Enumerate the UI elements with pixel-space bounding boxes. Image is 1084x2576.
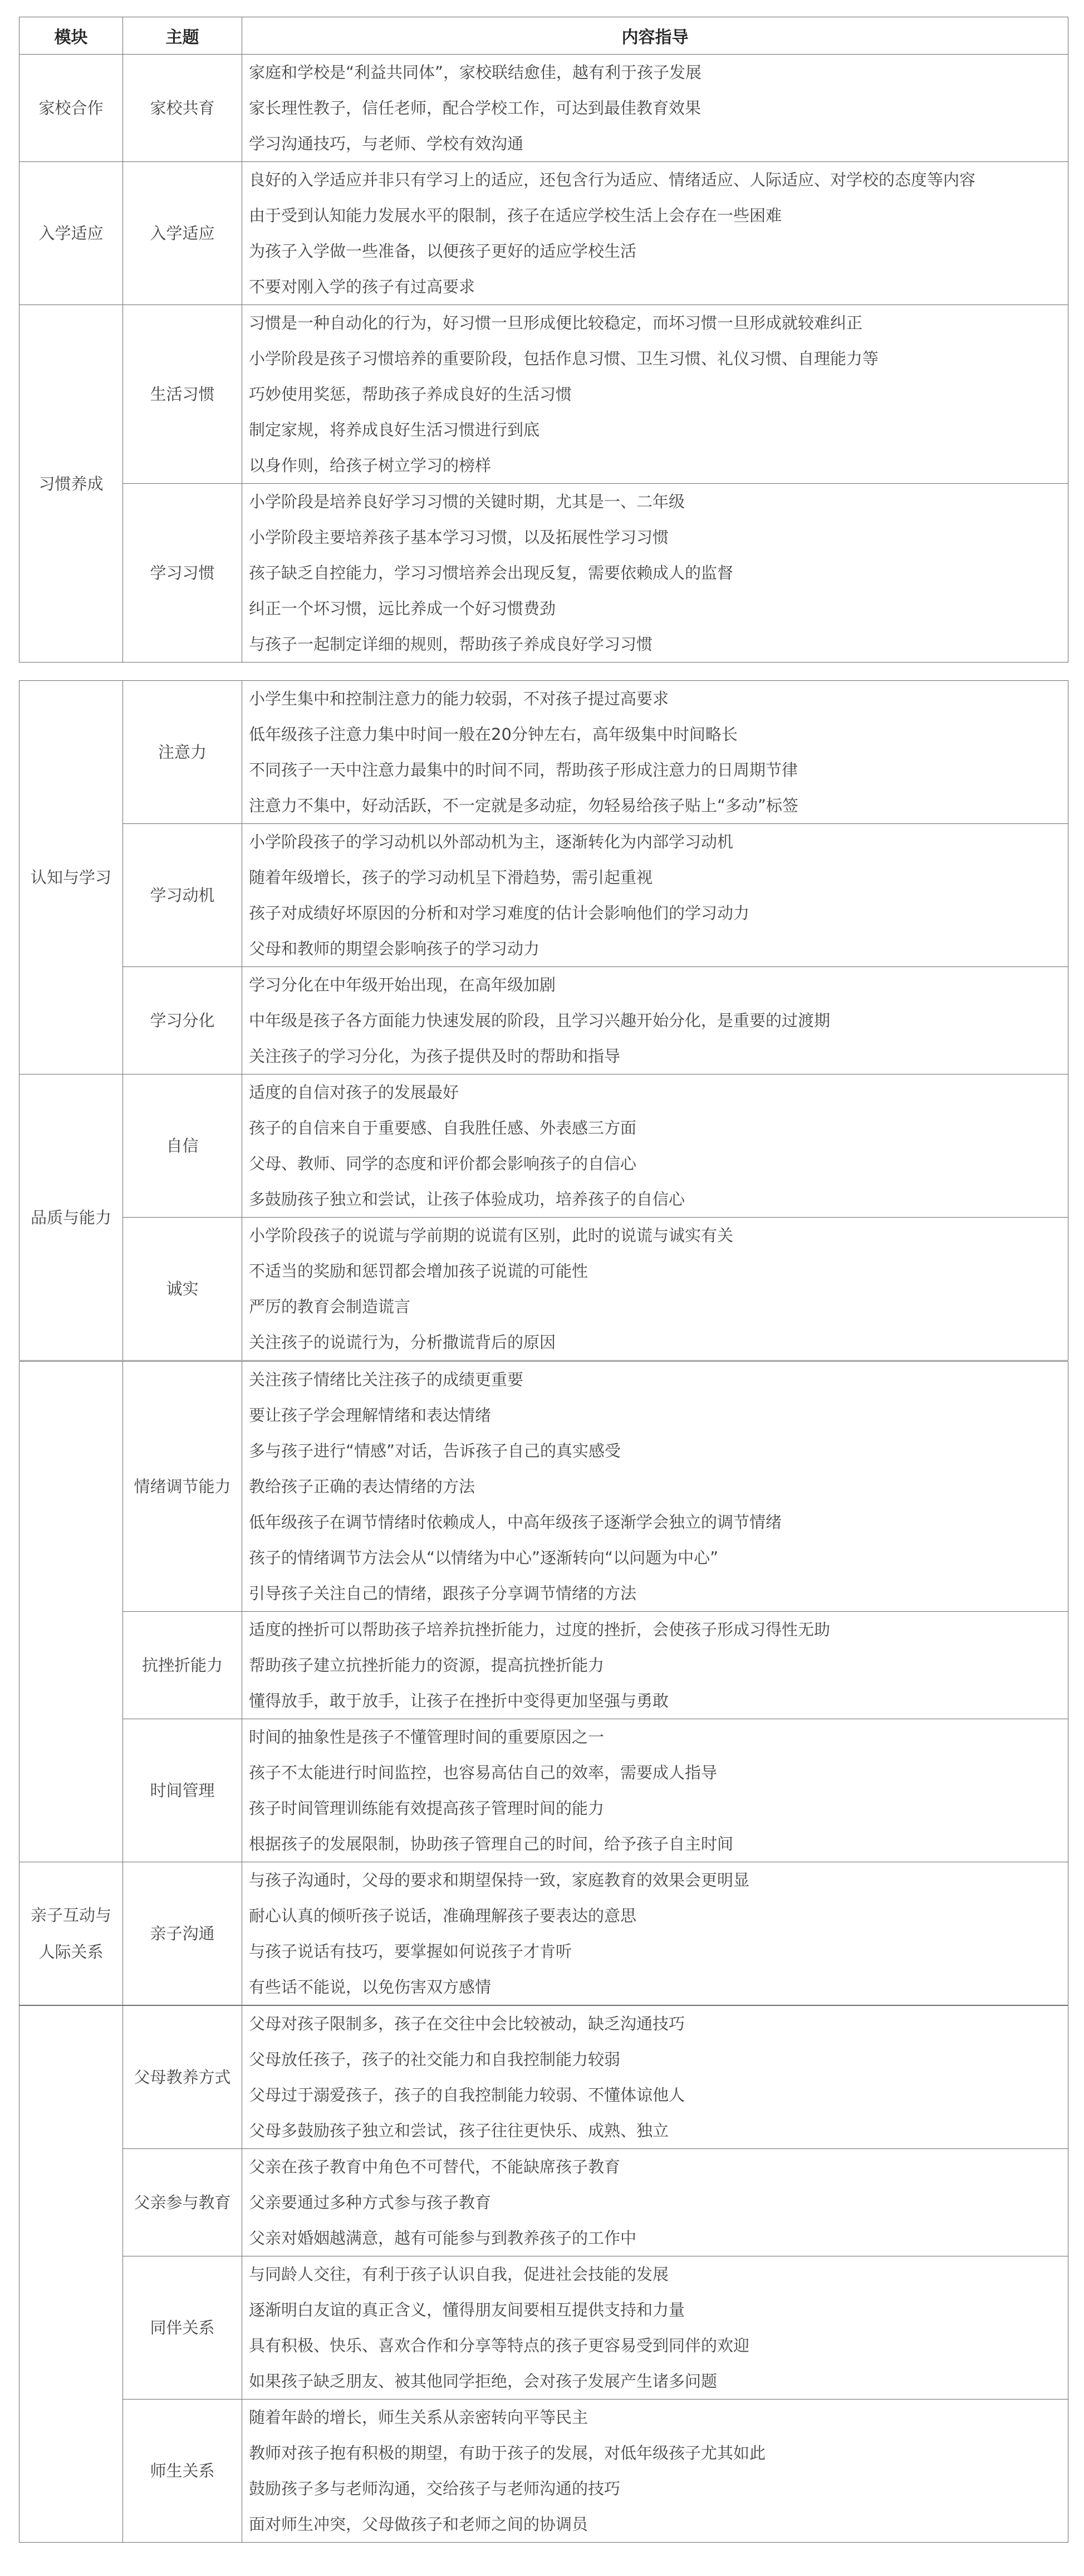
content-line: 学习分化在中年级开始出现，在高年级加剧 (249, 975, 556, 994)
table-row (19, 484, 1068, 663)
topic-label: 抗挫折能力 (141, 1656, 223, 1675)
content-line: 巧妙使用奖惩，帮助孩子养成良好的生活习惯 (249, 385, 572, 404)
content-line: 教给孩子正确的表达情绪的方法 (249, 1477, 475, 1496)
content-line: 耐心认真的倾听孩子说话，准确理解孩子要表达的意思 (249, 1906, 637, 1925)
table-row (19, 162, 1068, 305)
topic-cell (123, 162, 242, 305)
content-line: 根据孩子的发展限制，协助孩子管理自己的时间，给予孩子自主时间 (249, 1834, 734, 1853)
content-line: 孩子的自信来自于重要感、自我胜任感、外表感三方面 (249, 1118, 637, 1137)
guidance-table-4 (19, 2005, 1068, 2543)
content-line: 小学生集中和控制注意力的能力较弱，不对孩子提过高要求 (249, 689, 669, 708)
content-line: 关注孩子的学习分化，为孩子提供及时的帮助和指导 (249, 1047, 621, 1066)
table-row (19, 1074, 1068, 1218)
content-line: 逐渐明白友谊的真正含义，懂得朋友间要相互提供支持和力量 (249, 2300, 685, 2319)
table-row (19, 824, 1068, 967)
topic-label: 情绪调节能力 (134, 1477, 231, 1496)
module-cell (19, 2006, 123, 2543)
content-line: 父亲对婚姻越满意，越有可能参与到教养孩子的工作中 (249, 2229, 637, 2248)
content-cell (242, 305, 1068, 484)
table-row (19, 1719, 1068, 1862)
content-line: 孩子不太能进行时间监控，也容易高估自己的效率，需要成人指导 (249, 1763, 718, 1782)
topic-cell (123, 305, 242, 484)
module-label: 认知与学习 (30, 868, 111, 887)
content-line: 关注孩子的说谎行为，分析撒谎背后的原因 (249, 1333, 556, 1352)
topic-cell (123, 1218, 242, 1361)
content-line: 为孩子入学做一些准备，以便孩子更好的适应学校生活 (249, 242, 637, 261)
content-line: 随着年级增长，孩子的学习动机呈下滑趋势，需引起重视 (249, 868, 653, 887)
table-row (19, 2400, 1068, 2543)
topic-label: 学习分化 (150, 1011, 215, 1030)
topic-cell (123, 1719, 242, 1862)
content-cell (242, 681, 1068, 824)
content-line: 小学阶段主要培养孩子基本学习习惯，以及拓展性学习习惯 (249, 528, 669, 547)
content-line: 家长理性教子，信任老师，配合学校工作，可达到最佳教育效果 (249, 99, 702, 117)
topic-cell (123, 1074, 242, 1218)
module-cell (19, 305, 123, 663)
module-cell (19, 1074, 123, 1361)
topic-cell (123, 681, 242, 824)
content-line: 小学阶段是培养良好学习习惯的关键时期，尤其是一、二年级 (249, 492, 685, 511)
content-line: 由于受到认知能力发展水平的限制，孩子在适应学校生活上会存在一些困难 (249, 206, 782, 225)
content-cell (242, 2256, 1068, 2400)
content-line: 父母过于溺爱孩子，孩子的自我控制能力较弱、不懂体谅他人 (249, 2086, 685, 2104)
table-row (19, 1362, 1068, 1612)
topic-cell (123, 2006, 242, 2149)
topic-cell (123, 824, 242, 967)
guidance-table-2 (19, 680, 1068, 1361)
content-line: 不同孩子一天中注意力最集中的时间不同，帮助孩子形成注意力的日周期节律 (249, 760, 798, 779)
module-label: 入学适应 (38, 224, 104, 243)
content-line: 教师对孩子抱有积极的期望，有助于孩子的发展，对低年级孩子尤其如此 (249, 2443, 766, 2462)
content-cell (242, 484, 1068, 663)
content-line: 适度的自信对孩子的发展最好 (249, 1083, 459, 1102)
topic-cell (123, 2400, 242, 2543)
table-row (19, 55, 1068, 162)
content-line: 多鼓励孩子独立和尝试，让孩子体验成功，培养孩子的自信心 (249, 1190, 685, 1209)
content-line: 父母多鼓励孩子独立和尝试，孩子往往更快乐、成熟、独立 (249, 2121, 669, 2140)
content-line: 父母对孩子限制多，孩子在交往中会比较被动，缺乏沟通技巧 (249, 2014, 685, 2033)
content-line: 低年级孩子注意力集中时间一般在20分钟左右，高年级集中时间略长 (249, 725, 738, 744)
content-line: 帮助孩子建立抗挫折能力的资源，提高抗挫折能力 (249, 1656, 605, 1675)
content-line: 随着年龄的增长，师生关系从亲密转向平等民主 (249, 2408, 588, 2427)
content-line: 时间的抽象性是孩子不懂管理时间的重要原因之一 (249, 1728, 605, 1746)
module-label: 亲子互动与人际关系 (30, 1906, 111, 1961)
topic-cell (123, 484, 242, 663)
content-line: 多与孩子进行“情感”对话，告诉孩子自己的真实感受 (249, 1441, 621, 1460)
content-cell (242, 1074, 1068, 1218)
module-cell (19, 55, 123, 162)
content-line: 有些话不能说，以免伤害双方感情 (249, 1978, 492, 1996)
topic-label: 亲子沟通 (150, 1924, 215, 1943)
content-line: 与孩子说话有技巧，要掌握如何说孩子才肯听 (249, 1942, 572, 1961)
module-cell (19, 162, 123, 305)
content-line: 学习沟通技巧，与老师、学校有效沟通 (249, 134, 524, 153)
content-line: 面对师生冲突，父母做孩子和老师之间的协调员 (249, 2515, 588, 2534)
content-line: 引导孩子关注自己的情绪，跟孩子分享调节情绪的方法 (249, 1584, 637, 1603)
content-line: 孩子缺乏自控能力，学习习惯培养会出现反复，需要依赖成人的监督 (249, 563, 734, 582)
content-line: 孩子时间管理训练能有效提高孩子管理时间的能力 (249, 1799, 605, 1818)
header-module: 模块 (19, 17, 123, 55)
content-line: 关注孩子情绪比关注孩子的成绩更重要 (249, 1370, 524, 1389)
content-line: 严厉的教育会制造谎言 (249, 1297, 411, 1316)
module-cell (19, 1362, 123, 1862)
content-line: 不适当的奖励和惩罚都会增加孩子说谎的可能性 (249, 1262, 588, 1280)
module-label: 品质与能力 (30, 1208, 111, 1227)
module-cell (19, 1862, 123, 2005)
topic-label: 父母教养方式 (134, 2068, 231, 2087)
content-line: 父母放任孩子，孩子的社交能力和自我控制能力较弱 (249, 2050, 621, 2069)
content-cell (242, 1719, 1068, 1862)
topic-cell (123, 1612, 242, 1719)
content-line: 中年级是孩子各方面能力快速发展的阶段，且学习兴趣开始分化，是重要的过渡期 (249, 1011, 831, 1030)
table-row (19, 1218, 1068, 1361)
topic-label: 注意力 (158, 743, 207, 762)
table-row (19, 1612, 1068, 1719)
content-line: 家庭和学校是“利益共同体”，家校联结愈佳，越有利于孩子发展 (249, 63, 702, 82)
content-line: 制定家规，将养成良好生活习惯进行到底 (249, 420, 540, 439)
topic-label: 师生关系 (150, 2461, 215, 2480)
topic-label: 诚实 (166, 1279, 199, 1298)
content-cell (242, 2006, 1068, 2149)
content-line: 要让孩子学会理解情绪和表达情绪 (249, 1406, 492, 1425)
table-row (19, 2006, 1068, 2149)
content-cell (242, 162, 1068, 305)
content-line: 父母和教师的期望会影响孩子的学习动力 (249, 939, 540, 958)
content-line: 习惯是一种自动化的行为，好习惯一旦形成便比较稳定，而坏习惯一旦形成就较难纠正 (249, 313, 863, 332)
content-line: 孩子对成绩好坏原因的分析和对学习难度的估计会影响他们的学习动力 (249, 904, 750, 923)
topic-cell (123, 1862, 242, 2005)
content-line: 纠正一个坏习惯，远比养成一个好习惯费劲 (249, 599, 556, 618)
topic-label: 生活习惯 (150, 385, 215, 404)
topic-cell (123, 55, 242, 162)
content-line: 小学阶段孩子的学习动机以外部动机为主，逐渐转化为内部学习动机 (249, 832, 734, 851)
guidance-table-3 (19, 1361, 1068, 2005)
module-label: 习惯养成 (38, 474, 104, 493)
content-line: 鼓励孩子多与老师沟通，交给孩子与老师沟通的技巧 (249, 2479, 621, 2498)
topic-label: 学习动机 (150, 886, 215, 905)
content-cell (242, 1362, 1068, 1612)
topic-label: 家校共育 (150, 99, 215, 117)
table-row (19, 2256, 1068, 2400)
content-cell (242, 2149, 1068, 2256)
content-line: 懂得放手，敢于放手，让孩子在挫折中变得更加坚强与勇敢 (249, 1691, 669, 1710)
table-row (19, 681, 1068, 824)
content-cell (242, 1862, 1068, 2005)
header-row (19, 17, 1068, 55)
module-label: 家校合作 (38, 99, 104, 117)
content-cell (242, 1218, 1068, 1361)
content-line: 低年级孩子在调节情绪时依赖成人，中高年级孩子逐渐学会独立的调节情绪 (249, 1513, 782, 1532)
content-cell (242, 1612, 1068, 1719)
content-cell (242, 55, 1068, 162)
content-cell (242, 967, 1068, 1074)
content-line: 良好的入学适应并非只有学习上的适应，还包含行为适应、情绪适应、人际适应、对学校的态度等内容 (249, 170, 976, 189)
topic-label: 入学适应 (150, 224, 215, 243)
content-cell (242, 824, 1068, 967)
module-cell (19, 681, 123, 1074)
topic-label: 时间管理 (150, 1781, 215, 1800)
content-line: 具有积极、快乐、喜欢合作和分享等特点的孩子更容易受到同伴的欢迎 (249, 2336, 750, 2355)
table-row (19, 305, 1068, 484)
content-line: 小学阶段孩子的说谎与学前期的说谎有区别，此时的说谎与诚实有关 (249, 1226, 734, 1245)
content-line: 与同龄人交往，有利于孩子认识自我，促进社会技能的发展 (249, 2265, 669, 2284)
content-line: 与孩子沟通时，父母的要求和期望保持一致，家庭教育的效果会更明显 (249, 1871, 750, 1890)
topic-cell (123, 1362, 242, 1612)
guidance-table-1 (19, 17, 1068, 663)
content-line: 孩子的情绪调节方法会从“以情绪为中心”逐渐转向“以问题为中心” (249, 1548, 719, 1567)
content-line: 不要对刚入学的孩子有过高要求 (249, 277, 475, 296)
topic-label: 同伴关系 (150, 2318, 215, 2337)
content-cell (242, 2400, 1068, 2543)
topic-cell (123, 2256, 242, 2400)
table-row (19, 1862, 1068, 2005)
header-topic: 主题 (123, 17, 242, 55)
topic-label: 父亲参与教育 (134, 2193, 231, 2212)
content-line: 适度的挫折可以帮助孩子培养抗挫折能力，过度的挫折，会使孩子形成习得性无助 (249, 1620, 831, 1639)
content-line: 如果孩子缺乏朋友、被其他同学拒绝，会对孩子发展产生诸多问题 (249, 2372, 718, 2391)
content-line: 父亲要通过多种方式参与孩子教育 (249, 2193, 492, 2212)
content-line: 与孩子一起制定详细的规则，帮助孩子养成良好学习习惯 (249, 635, 653, 654)
topic-label: 自信 (166, 1136, 199, 1155)
table-row (19, 967, 1068, 1074)
header-content: 内容指导 (242, 17, 1068, 55)
content-line: 父母、教师、同学的态度和评价都会影响孩子的自信心 (249, 1154, 637, 1173)
topic-cell (123, 967, 242, 1074)
content-line: 以身作则，给孩子树立学习的榜样 (249, 456, 492, 475)
topic-label: 学习习惯 (150, 563, 215, 582)
content-line: 注意力不集中，好动活跃，不一定就是多动症，勿轻易给孩子贴上“多动”标签 (249, 796, 799, 815)
topic-cell (123, 2149, 242, 2256)
content-line: 小学阶段是孩子习惯培养的重要阶段，包括作息习惯、卫生习惯、礼仪习惯、自理能力等 (249, 349, 879, 368)
table-row (19, 2149, 1068, 2256)
content-line: 父亲在孩子教育中角色不可替代，不能缺席孩子教育 (249, 2157, 621, 2176)
